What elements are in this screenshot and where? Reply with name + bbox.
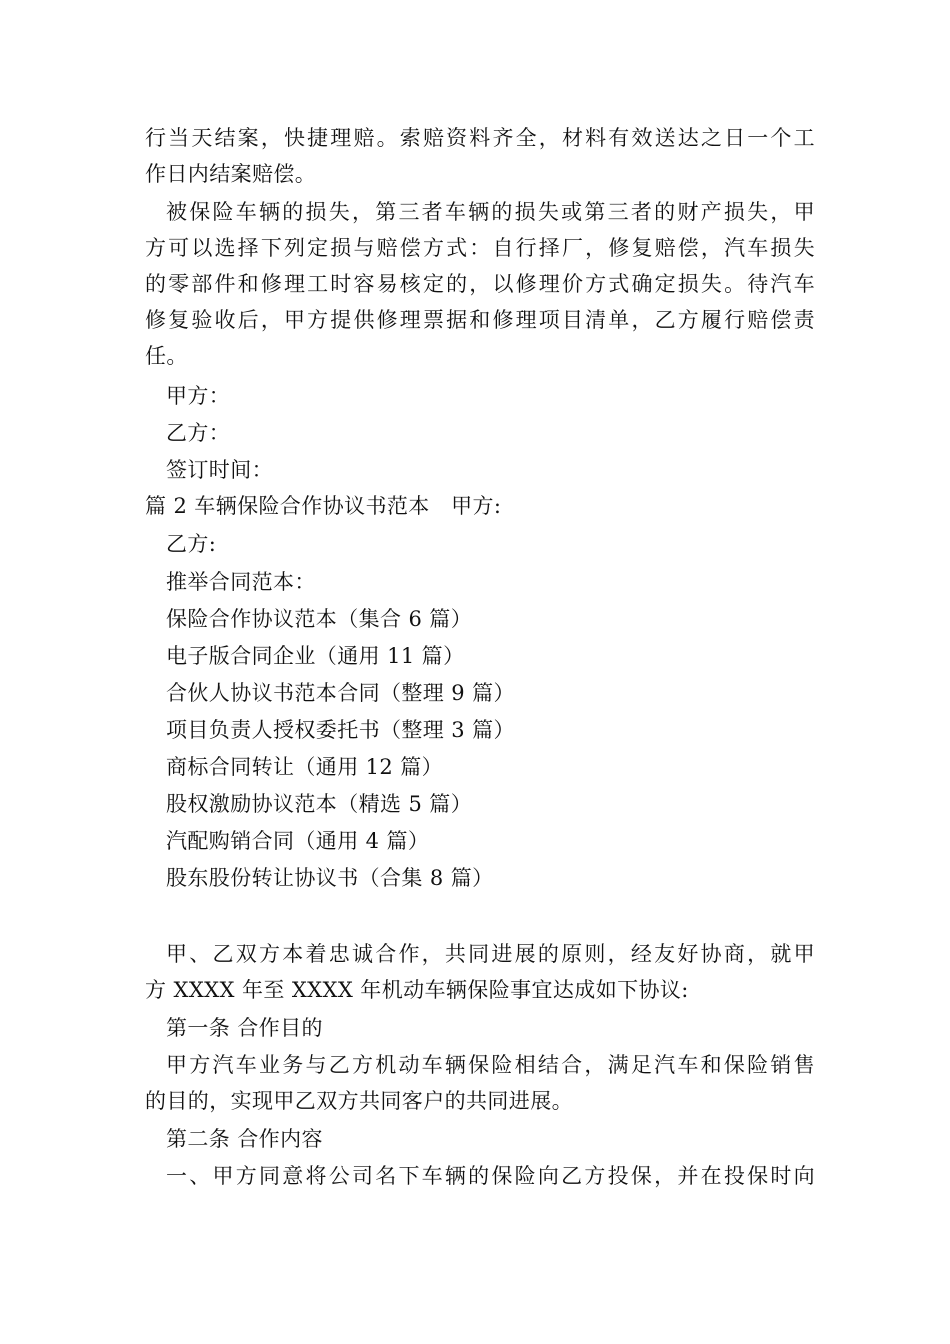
article-1-body-line-2: 的目的，实现甲乙双方共同客户的共同进展。 [145,1089,573,1113]
party-b-label-2: 乙方: [166,532,217,556]
article-1-title: 第一条 合作目的 [166,1016,323,1040]
recommended-item: 合伙人协议书范本合同（整理 9 篇） [166,681,515,705]
party-a-label: 甲方： [166,384,231,408]
sign-date-label: 签订时间： [166,458,273,482]
paragraph-2-line-4: 修复验收后，甲方提供修理票据和修理项目清单，乙方履行赔偿责 [145,308,815,332]
article-1-body-line-1: 甲方汽车业务与乙方机动车辆保险相结合，满足汽车和保险销售 [166,1053,815,1077]
paragraph-2-line-3: 的零部件和修理工时容易核定的，以修理价方式确定损失。待汽车 [145,272,815,296]
paragraph-2-line-5: 任。 [145,344,188,368]
paragraph-2-line-1: 被保险车辆的损失，第三者车辆的损失或第三者的财产损失，甲 [166,200,815,224]
recommend-heading: 推举合同范本： [166,570,316,594]
article-2-body-line-1: 一、甲方同意将公司名下车辆的保险向乙方投保，并在投保时向 [166,1164,815,1188]
paragraph-1-line-1: 行当天结案，快捷理赔。索赔资料齐全，材料有效送达之日一个工 [145,126,815,150]
recommended-item: 股东股份转让协议书（合集 8 篇） [166,866,494,890]
paragraph-1-line-2: 作日内结案赔偿。 [145,162,317,186]
intro-line-2: 方 XXXX 年至 XXXX 年机动车辆保险事宜达成如下协议: [145,978,689,1002]
recommended-item: 电子版合同企业（通用 11 篇） [166,644,465,668]
party-b-label: 乙方： [166,421,231,445]
recommended-item: 商标合同转让（通用 12 篇） [166,755,444,779]
recommended-item: 股权激励协议范本（精选 5 篇） [166,792,473,816]
recommended-item: 汽配购销合同（通用 4 篇） [166,829,430,853]
intro-line-1: 甲、乙双方本着忠诚合作，共同进展的原则，经友好协商，就甲 [166,942,815,966]
paragraph-2-line-2: 方可以选择下列定损与赔偿方式：自行择厂，修复赔偿，汽车损失 [145,236,815,260]
recommended-item: 保险合作协议范本（集合 6 篇） [166,607,473,631]
recommended-item: 项目负责人授权委托书（整理 3 篇） [166,718,515,742]
article-2-title: 第二条 合作内容 [166,1127,323,1151]
section-2-heading: 篇 2 车辆保险合作协议书范本 甲方: [145,494,502,518]
